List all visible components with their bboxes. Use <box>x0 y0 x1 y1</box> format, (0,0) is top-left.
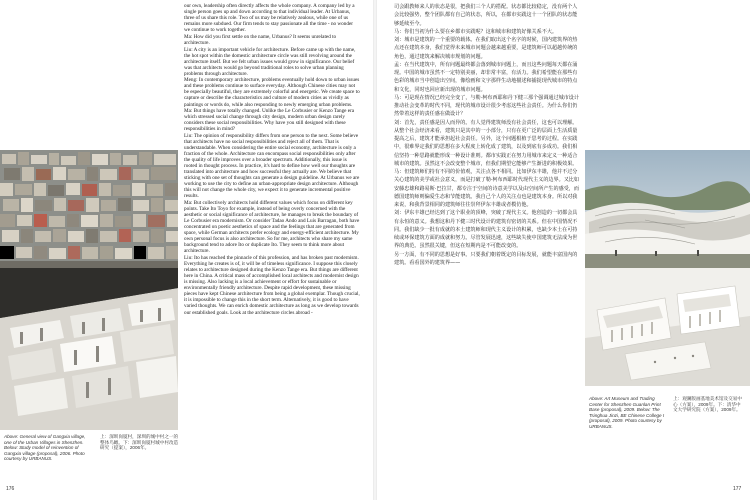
paragraph: 马：但建筑师们持有不同的价值观，关注点各不相同。比如伊东丰雄，他并不过分关心建筑的美学或社会意义，而是打破了勒·柯布西耶时代现代主义的边界。又比如安藤忠雄和路易斯·巴拉甘，都专注于空间的诗意美学以及由空间所产生的感受，而德国建筑师则偏爱生态和节能建筑。我自己个人的关注点也是建筑本身。所以对我来说，和我背景相同的建筑师往往崇拜伊东丰雄或者模仿他。 <box>394 169 579 208</box>
paragraph: 刘：城市是建筑的一个重要的载体。在我们取出这个名字的时候，国内建筑界的热点还在建筑本身，我们觉得未来城市问题会越来越重要，是建筑师可以超越传统的角色，通过建筑来解决城市规划的问题。 <box>394 37 578 60</box>
paragraph: 孟：在当代建筑中，所有问题最终都会落到城市问题上，而且这些问题每天都在涌现。中国的城市虽然不一定特别美丽，却非常丰富，有活力。我们希望能在那些有色彩的城市当中创造出空间，像绘画和文字那样生动地描述和捕捉现代城市的特点和文化，同时也回应新出现的城市问题。 <box>394 61 578 93</box>
page-number: 176 <box>6 486 15 492</box>
paragraph: Liu: The opinion of responsibility differs from one person to the next. Some believe that architects have no social responsibilities and reject all of them. That is understandable. When considering the entire social economy, architecture is only a fraction of the whole. Architecture can encompass social responsibilities only after the quality of life improves over a broader spectrum. Additionally, this issue is rooted in thought process. In practice, it's hard to define how well our thoughts are translated into architecture and how successful they actually are. We believe that sticking with one set of thoughts can generate a design guideline. At Urbanus we are working to use the city to define an urban-appropriate design architecture. Although this will not change the whole city, we expect it to generate incremental positive results. <box>184 132 360 200</box>
chinese-interview-text <box>394 3 579 267</box>
art-museum-rendering-photo <box>585 150 750 268</box>
paragraph: 马：你们当初为什么要在乡都市实践呢？这和城市和建筑好像关系不大。 <box>394 28 558 35</box>
paragraph: 另一方面，有不同的思想是好事。只要我们朝着既定的目标发展，就能丰富国内的建筑。看看国外的建筑界—— <box>394 251 578 266</box>
paragraph: 刘：首先，责任感是因人而异的。有人觉得建筑师没有社会责任，这也可以理解。从整个社会经济来看，建筑只是其中的一小部分，只有在更广泛的层面上生活质量提高之后，建筑才能承担起社会责任。另外，这个问题根植于思考的过程。在实践中，很难界定我们的思想在多大程度上转化成了建筑，以及到底有多成功。我们相信坚持一种思路就能形成一种设计准则。都市实践正在努力用城市来定义一种适合城市的建筑。虽然这不会改变整个城市，但我们期望它能够产生渐进的积极效果。 <box>394 119 578 167</box>
paragraph: Ma: How did you first settle on the name, Urbanus? It seems unrelated to architecture. <box>184 33 337 46</box>
caption-english: Above: General view of Gangxia village, one of the Urban Villages in Shenzhen. Below: Study model of reinvention of Gangxia village (proposal), 2006. Photo courtesy by URBANUS. <box>4 434 86 462</box>
study-model-photo <box>0 268 178 430</box>
paragraph: Liu: Ito has reached the pinnacle of this profession, and has broken past modernism. Everything he creates is of, it will be of timeless significance. I suppose this closely relates to architecture designed during the Kenzo Tange era. But things are different here in China. A critical mass of accomplished local architects and modernist design is missing. Also lacking is a local achievement or effort for sustainable or environmentally friendly architecture. Despite rapid development, these missing pieces have kept Chinese architecture from being a global exemplar. Though crucial, it is impossible to change this in the short term. Alternatively, it is good to have varied thoughts. We can enrich domestic architecture as long as we develop towards our established goals. Look at the architecture circles abroad - <box>184 255 360 316</box>
paragraph: Ma: But collectively architects hold different values which focus on different key points. Take Ito Toyo for example, instead of being overly concerned with the aesthetic or social significance of architecture, he manages to break the boundary of Le Corbusier era modernism. Or consider Tadao Ando and Luis Barragan, both have concentrated on poetic aesthetics of space and the feelings that are generated from space, while German architects prefer ecology and energy-efficient architecture. My own personal focus is also architecture. So for me, architects who share my same background tend to adore Ito or duplicate Ito. They seem to think more about architecture. <box>184 200 360 255</box>
paragraph: Meng: In contemporary architecture, problems eventually hold down to urban issues and these problems continue to surface everyday. Although Chinese cities may not be especially beautiful, they are extremely colorful and energetic. We create space to capture or describe the characteristics and culture of modern cities as vividly as paintings or words do, while also responding to newly emerging urban problems. <box>184 77 360 108</box>
caption-english: Above: Art Museum and Trading Center for Shenzhen Guanlan Print Base (proposal), 2009. Below: The Tsinghua Jinzi, BE Chinese College I (proposal), 2009. Photo courtesy by URBANUS. <box>589 396 665 429</box>
caption-chinese: 上：深圳岗厦村，深圳的城中村之一的整体鸟瞰。下：深圳岗厦村城中村改造研究（提案），2006年。 <box>100 434 179 451</box>
paragraph: Liu: A city is an important vehicle for architecture. Before came up with the name, the hot spot within the domestic architecture circle was still revolving around the architecture itself. But we felt urban issues would grow in significance. Our belief was that architects would go beyond traditional roles to solve urban planning problems through architecture. <box>184 46 356 77</box>
paragraph: 司会跟教师来人的状态是很，把我们三个人的搭配。状态都比较稳定，没有两个人会比较强势，整个团队都有自己的状态，所以，在都市实践这十一个团队的状态能够延续至今。 <box>394 4 578 27</box>
paragraph: 马：可是现在情况已经完全变了，与勒·柯布西耶和丹下健三那个强调通过城市设计推动社会变革的时代不同，现代的城市设计很少考虑这些社会责任。为什么你们仍然带着这样的责任感在做设计？ <box>394 94 579 118</box>
paragraph: our own, leadership often directly affects the whole company. A company led by a single person goes up and down according to that individual leader. At Urbanus, three of us share this role. Two of us may be relatively zealous, while one of us remains more subdued. Our firm tends to stay passionate all the time - no wonder we continue to work together. <box>184 3 355 34</box>
left-page <box>0 0 373 500</box>
right-page <box>377 0 750 500</box>
college-model-photo <box>585 268 750 386</box>
english-interview-text <box>184 3 360 316</box>
urban-village-aerial-photo <box>0 150 178 268</box>
paragraph: Ma: But things have totally changed. Unlike the Le Corbusier or Kenzo Tange era which stressed social change through city design, modern urban design rarely considers these social responsibilities. Why have you still designed with these responsibilities in mind? <box>184 108 355 133</box>
caption-chinese: 上：观澜版画基地美术馆及交易中心（方案），2009年。下：清华中文大学研究院（方案），2009年。 <box>673 396 742 413</box>
page-number: 177 <box>733 486 742 492</box>
paragraph: 刘：伊东丰雄已经达到了这个职业的顶峰，突破了现代主义。他创造的一切都会具有永恒的意义。我想这和丹下健三时代设计的建筑有密切的关系。但在中国情况不同。我们缺少一批有成就的本土建筑师和现代主义设计的积累，也缺少本土在可持续或环保建筑方面的成就和努力。尽管发展迅速，这些缺失使中国建筑无法成为世界的典范。虽然很关键，但这在短期内是不可能改变的。 <box>394 210 578 250</box>
